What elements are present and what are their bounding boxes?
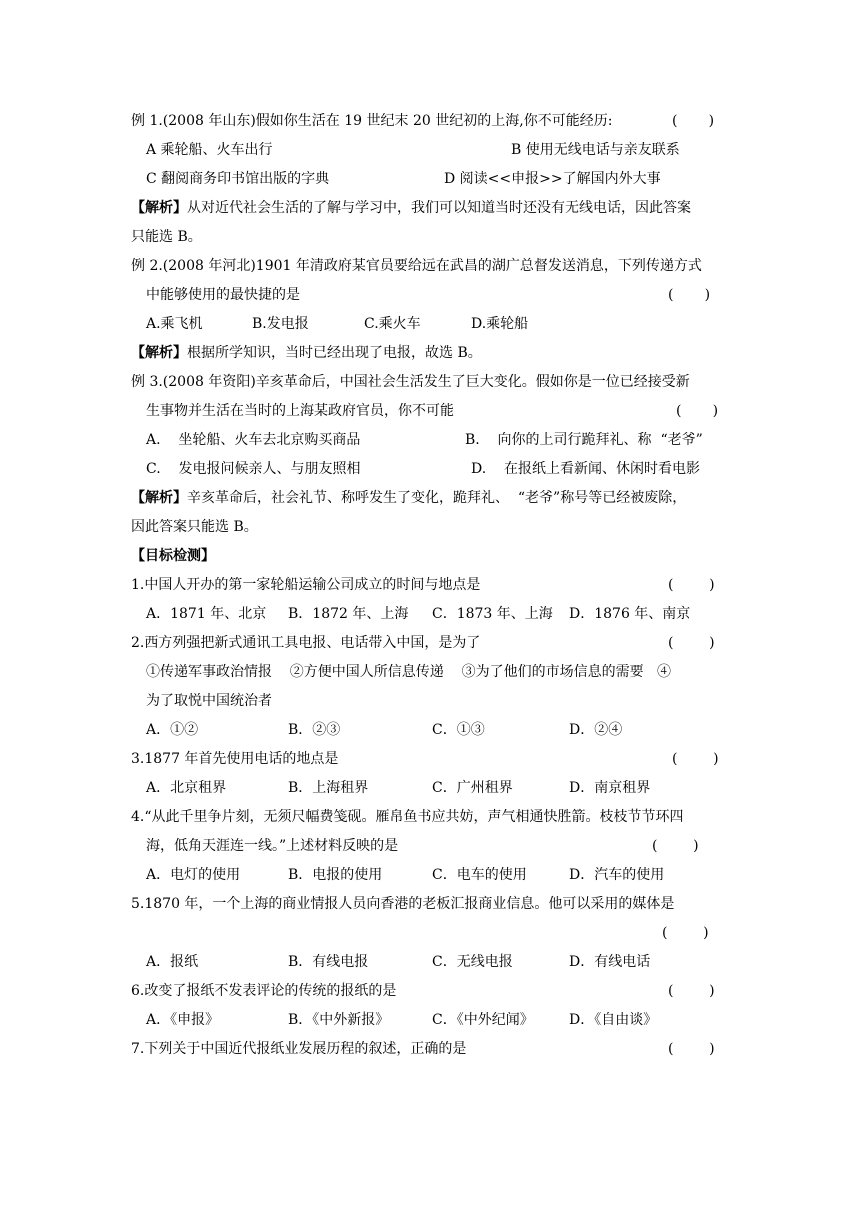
option-c: C．电车的使用: [432, 867, 527, 883]
question-3-stem: 3.1877 年首先使用电话的地点是: [131, 751, 339, 767]
example-1-question: 例 1.(2008 年山东)假如你生活在 19 世纪末 20 世纪初的上海,你不可能经历:: [131, 113, 613, 129]
option-c: C．广州租界: [432, 780, 513, 796]
option-c: C.乘火车: [364, 316, 421, 332]
question-4-stem-cont: 海，低角天涯连一线。”上述材料反映的是: [146, 838, 399, 854]
option-c: C．1873 年、上海: [432, 606, 553, 622]
option-d: D.乘轮船: [471, 316, 529, 332]
option-c: C．《中外纪闻》: [432, 1012, 534, 1028]
example-2-question: 例 2.(2008 年河北)1901 年清政府某官员要给远在武昌的湖广总督发送消息，下列传递方式: [131, 258, 702, 274]
question-2-items: ①传递军事政治情报 ②方便中国人所信息传递 ③为了他们的市场信息的需要 ④: [146, 664, 671, 680]
option-a: A 乘轮船、火车出行: [146, 142, 273, 158]
answer-bracket: ( ): [668, 577, 715, 593]
option-d: D．有线电话: [569, 954, 651, 970]
analysis-text: 从对近代社会生活的了解与学习中，我们可以知道当时还没有无线电话，因此答案: [187, 200, 691, 216]
option-d: D．南京租界: [569, 780, 651, 796]
option-d: D．《自由谈》: [569, 1012, 658, 1028]
option-a: A.乘飞机: [146, 316, 203, 332]
option-c: C．无线电报: [432, 954, 513, 970]
analysis-text: 根据所学知识，当时已经出现了电报，故选 B。: [187, 345, 482, 361]
option-a: A．北京租界: [146, 780, 227, 796]
option-a: A．①②: [146, 722, 199, 738]
question-1-stem: 1.中国人开办的第一家轮船运输公司成立的时间与地点是: [131, 577, 481, 593]
option-c: C 翻阅商务印书馆出版的字典: [146, 171, 330, 187]
question-2-stem: 2.西方列强把新式通讯工具电报、电话带入中国，是为了: [131, 635, 481, 651]
option-b: B．《中外新报》: [288, 1012, 390, 1028]
question-7-stem: 7.下列关于中国近代报纸业发展历程的叙述，正确的是: [131, 1041, 467, 1057]
option-a: A．1871 年、北京: [146, 606, 267, 622]
option-b: B．电报的使用: [288, 867, 383, 883]
example-2-question-cont: 中能够使用的最快捷的是: [146, 287, 300, 303]
answer-bracket: ( ): [668, 635, 715, 651]
analysis-line: [131, 488, 686, 508]
option-b: B.发电报: [252, 316, 309, 332]
option-a: A. 坐轮船、火车去北京购买商品: [146, 432, 361, 448]
analysis-text: 辛亥革命后，社会礼节、称呼发生了变化，跪拜礼、 “老爷”称号等已经被废除，: [187, 490, 687, 506]
option-a: A．电灯的使用: [146, 867, 241, 883]
example-3-question: 例 3.(2008 年资阳)辛亥革命后，中国社会生活发生了巨大变化。假如你是一位已经接受新: [131, 374, 690, 390]
question-4-stem: 4.“从此千里争片刻，无须尺幅费笺砚。雁帛鱼书应共妨，声气相通快胜箭。枝枝节节环四: [131, 809, 684, 825]
answer-bracket: ( ): [662, 925, 709, 941]
question-5-stem: 5.1870 年，一个上海的商业情报人员向香港的老板汇报商业信息。他可以采用的媒体是: [131, 896, 675, 912]
analysis-line: [131, 343, 482, 363]
option-b: B．1872 年、上海: [288, 606, 409, 622]
option-d: D．②④: [569, 722, 623, 738]
section-title: 【目标检测】: [131, 548, 215, 564]
analysis-line: [131, 198, 691, 218]
answer-bracket: ( ): [672, 751, 719, 767]
option-b: B 使用无线电话与亲友联系: [511, 142, 680, 158]
answer-bracket: ( ): [668, 287, 711, 303]
option-b: B．②③: [288, 722, 341, 738]
analysis-label: 【解析】: [131, 490, 187, 506]
option-a: A．报纸: [146, 954, 199, 970]
option-a: A．《申报》: [146, 1012, 220, 1028]
analysis-label: 【解析】: [131, 200, 187, 216]
analysis-label: 【解析】: [131, 345, 187, 361]
answer-bracket: ( ): [652, 838, 699, 854]
option-d: D. 在报纸上看新闻、休闲时看电影: [471, 461, 700, 477]
answer-bracket: ( ): [672, 113, 715, 129]
option-b: B．上海租界: [288, 780, 369, 796]
answer-bracket: ( ): [668, 983, 715, 999]
question-2-items-cont: 为了取悦中国统治者: [146, 693, 272, 709]
option-d: D．1876 年、南京: [569, 606, 691, 622]
option-b: B．有线电报: [288, 954, 369, 970]
analysis-text-cont: 因此答案只能选 B。: [131, 519, 258, 535]
answer-bracket: ( ): [668, 1041, 715, 1057]
analysis-text-cont: 只能选 B。: [131, 229, 202, 245]
option-d: D 阅读<<申报>>了解国内外大事: [444, 171, 661, 187]
option-c: C. 发电报问候亲人、与朋友照相: [146, 461, 361, 477]
example-3-question-cont: 生事物并生活在当时的上海某政府官员，你不可能: [146, 403, 454, 419]
option-b: B. 向你的上司行跪拜礼、称 “老爷”: [465, 432, 703, 448]
option-c: C．①③: [432, 722, 485, 738]
question-6-stem: 6.改变了报纸不发表评论的传统的报纸的是: [131, 983, 397, 999]
answer-bracket: ( ): [676, 403, 719, 419]
option-d: D．汽车的使用: [569, 867, 665, 883]
